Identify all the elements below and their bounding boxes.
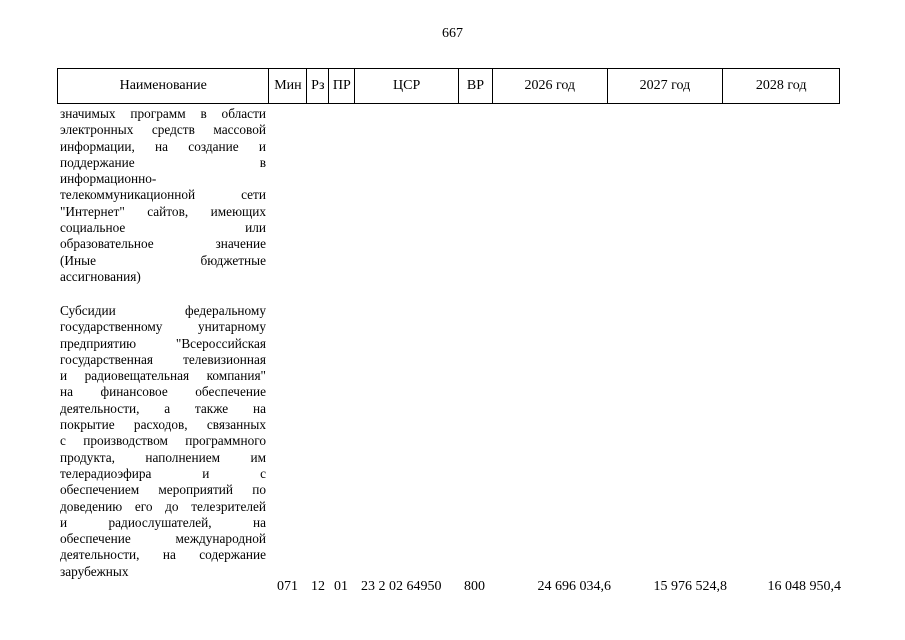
cell-2028: 16 048 950,4 bbox=[767, 579, 841, 594]
cell-2027: 15 976 524,8 bbox=[653, 579, 727, 594]
text-line: Субсидии федеральному bbox=[60, 303, 266, 318]
text-line: государственному унитарному bbox=[60, 319, 266, 335]
header-2026: 2026 год bbox=[493, 69, 608, 103]
text-line: "Интернет" сайтов, имеющих bbox=[60, 203, 266, 219]
cell-vr: 800 bbox=[464, 579, 485, 594]
text-line: зарубежных bbox=[60, 563, 129, 579]
header-2027: 2027 год bbox=[608, 69, 724, 103]
text-line: телерадиоэфира и с bbox=[60, 465, 266, 481]
text-line: продукта, наполнением им bbox=[60, 449, 266, 465]
text-line: покрытие расходов, связанных bbox=[60, 417, 266, 433]
cell-min: 071 bbox=[277, 579, 298, 594]
header-vr: ВР bbox=[459, 69, 493, 103]
text-line: ассигнования) bbox=[60, 268, 141, 284]
text-line: на финансовое обеспечение bbox=[60, 384, 266, 400]
text-line: предприятию "Всероссийская bbox=[60, 335, 266, 351]
header-name: Наименование bbox=[58, 69, 269, 103]
text-line: деятельности, а также на bbox=[60, 400, 266, 416]
cell-csr: 23 2 02 64950 bbox=[361, 579, 442, 594]
text-line: и радиослушателей, на bbox=[60, 514, 266, 530]
text-line: электронных средств массовой bbox=[60, 122, 266, 138]
paragraph-continuation bbox=[60, 106, 266, 285]
cell-pr: 01 bbox=[334, 579, 348, 594]
text-line: информационно- bbox=[60, 171, 157, 187]
text-line: обеспечение международной bbox=[60, 531, 266, 547]
header-pr: ПР bbox=[329, 69, 355, 103]
text-line: доведению его до телезрителей bbox=[60, 498, 266, 514]
text-line: и радиовещательная компания" bbox=[60, 368, 266, 384]
text-line: значимых программ в области bbox=[60, 106, 266, 121]
text-line: обеспечением мероприятий по bbox=[60, 482, 266, 498]
text-line: поддержание в bbox=[60, 154, 266, 170]
cell-2026: 24 696 034,6 bbox=[537, 579, 611, 594]
text-line: образовательное значение bbox=[60, 236, 266, 252]
text-line: социальное или bbox=[60, 220, 266, 236]
text-line: деятельности, на содержание bbox=[60, 547, 266, 563]
text-line: информации, на создание и bbox=[60, 138, 266, 154]
page-number: 667 bbox=[442, 26, 463, 41]
cell-rz: 12 bbox=[311, 579, 325, 594]
text-line: государственная телевизионная bbox=[60, 351, 266, 367]
header-rz: Рз bbox=[307, 69, 329, 103]
text-line: телекоммуникационной сети bbox=[60, 187, 266, 203]
header-2028: 2028 год bbox=[755, 78, 807, 93]
text-line: (Иные бюджетные bbox=[60, 252, 266, 268]
header-min: Мин bbox=[269, 69, 307, 103]
header-csr: ЦСР bbox=[355, 69, 459, 103]
text-line: с производством программного bbox=[60, 433, 266, 449]
paragraph-subsidy bbox=[60, 303, 266, 580]
table-header bbox=[57, 68, 840, 104]
